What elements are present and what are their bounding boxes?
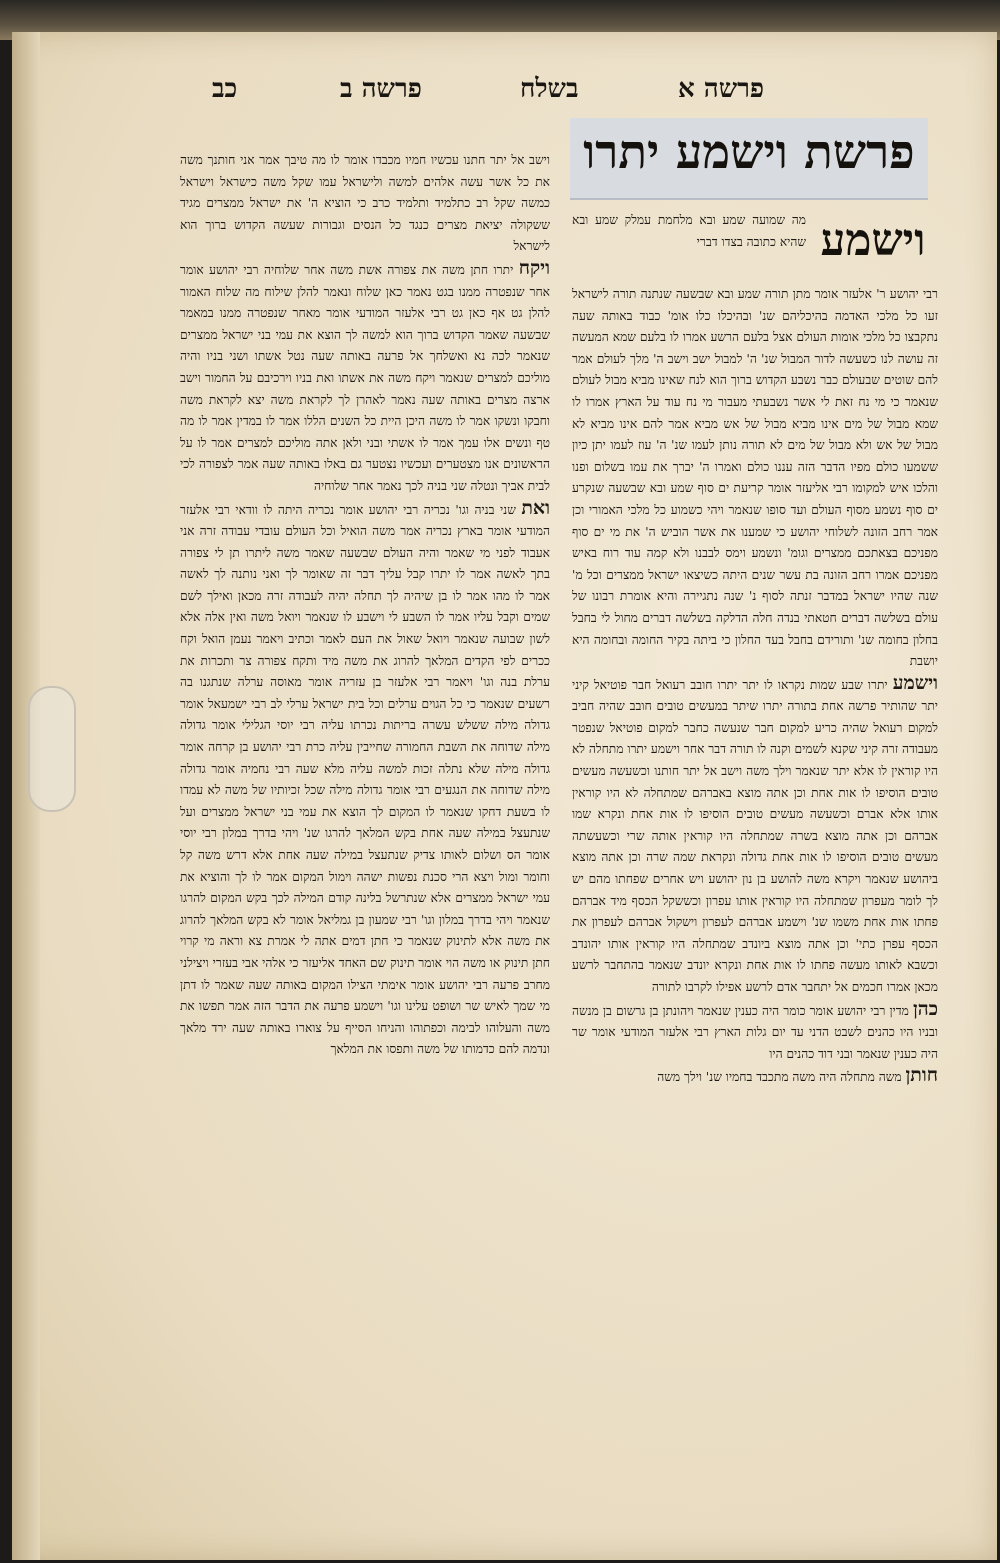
- section-text: יתרו חתן משה את צפורה אשת משה אחר שלוחיה רבי יהושע אומר אחר שנפטרה ממנו בגט נאמר כאן שלוח ונאמר להלן שילוח מה שלוח האמור להלן גט אף כאן גט רבי אלעזר המודעי אומר מאחר שנפטרה ממנו במאמר שבשעה שאמר הקדוש ברוך הוא למשה לך הוצא את עמי בני ישראל ממצרים שנאמר לכה נא ואשלחך אל פרעה באותה שעה נטל אשתו ושני בניו והיה מוליכם למצרים שנאמר ויקח משה את אשתו ואת בניו וירכיבם על החמור וישב ארצה מצרים באותה שעה נאמר לאהרן לך לקראת משה יצא לקראת משה וחבקו ונשקו אמר לו משה היכן היית כל השנים הללו אמר לו במדין אמר לו מה טף ונשים אלו עמך אמר לו אשתי ובני ולאן אתה מוליכם למצרים אמר לו על הראשונים אנו מצטערים ועכשיו נצטער גם באלו באותה שעה אמר לצפורה לכי לבית אביך ונטלה שני בניה לכך נאמר אחר שלוחיה: [180, 262, 550, 493]
- section-text: שני בניה וגו' נכריה רבי יהושע אומר נכריה היתה לו וודאי רבי אלעזר המודעי אומר בארץ נכריה אמר משה הואיל וכל העולם עובדי עבודה זרה אני אעבוד לפני מי שאמר והיה העולם שבשעה שאמר משה ליתרו תן לי צפורה בתך לאשה אמר לו יתרו קבל עליך דבר זה שאומר לך ואני נותנה לך לאשה אמר לו מהו אמר לו בן שיהיה לך תחלה יהיה לעבודה זרה מכאן ואילך לשם שמים וקבל עליו אמר לו השבע לי וישבע לו שנאמר ויואל משה ואין אלה אלא לשון שבועה שנאמר ויואל שאול את העם לאמר וכתיב ויאמר נעמן הואל וקח ככרים לפי הקדים המלאך להרוג את משה מיד ותקח צפורה צר ותכרות את ערלת בנה וגו' ויאמר רבי אלעזר בן עזריה אומר מאוסה ערלה שנתגנו בה רשעים שנאמר כי כל הגוים ערלים וכל בית ישראל ערלי לב רבי ישמעאל אומר גדולה מילה ששלש עשרה בריתות נכרתו עליה רבי יוסי הגלילי אומר גדולה מילה שדוחה את השבת החמורה שחייבין עליה כרת רבי יהושע בן קרחה אומר גדולה מילה שלא נתלה זכות למשה עליה מלא שעה רבי נחמיה אומר גדולה מילה שדוחה את הנגעים רבי אומר גדולה מילה שכל זכיותיו של משה לא עמדו לו בשעת דחקו שנאמר לו המקום לך הוצא את עמי בני ישראל ממצרים ועל שנתעצל במילה שעה אחת בקש המלאך להרגו שנ' ויהי בדרך במלון רבי יוסי אומר הס ושלום לאותו צדיק שנתעצל במילה שעה אחת אלא דרש משה קל וחומר ומול ויצא הרי סכנת נפשות ישהה וימול המקום אמר לו לך והוציא את עמי ישראל ממצרים אלא שנתרשל בלינה קודם המילה לכך בקש המקום להרגו שנאמר ויהי בדרך במלון וגו' רבי שמעון בן גמליאל אומר לא בקש המלאך להרוג את משה אלא לתינוק שנאמר כי חתן דמים אתה לי אמרת צא וראה מי קרוי חתן תינוק או משה הוי אומר תינוק שם האחד אליעזר כי אלהי אבי בעזרי ויצילני מחרב פרעה רבי יהושע אומר אימתי הצילו המקום באותה שעה שאמר לו דתן מי שמך לאיש שר ושופט עלינו וגו' וישמע פרעה את הדבר הזה אמר תפשו את משה והעלוהו לבימה וכפתוהו והניחו הסייף על צוארו באותה שעה ירד מלאך ונדמה להם כדמותו של משה ותפסו את המלאך: [180, 502, 550, 1057]
- folio-number: כב: [212, 74, 238, 104]
- section-headword: ואת: [521, 496, 550, 519]
- left-paragraph: וישב אל יתר חתנו עכשיו חמיו מכבדו אומר לו מה טיבך אמר אני חותנך משה את כל אשר עשה אלהים למשה ולישראל עמו שקל משה כישראל וישראל כמשה שקל רב כתלמיד ותלמיד כרב כי הוציא ה' את ישראל ממצרים מגיד ששקולה יציאת מצרים כנגד כל הנסים וגבורות שעשה הקדוש ברוך הוא לישראל: [180, 153, 550, 254]
- section-text: מדין רבי יהושע אומר כומר היה כענין שנאמר ויהונתן בן גרשום בן מנשה ובניו היו כהנים לשבט הדני עד יום גלות הארץ רבי אלעזר המודעי אומר שר היה כענין שנאמר ובני דוד כהנים היו: [572, 1003, 938, 1061]
- page-clip: [28, 686, 76, 812]
- running-head-left: פרשה ב: [340, 74, 422, 104]
- section-text: משה מתחלה היה משה מתכבד בחמיו שנ' וילך משה: [657, 1070, 902, 1085]
- right-column: [572, 284, 938, 1314]
- right-column-intro: [572, 210, 806, 280]
- running-head-right: פרשה א: [678, 74, 765, 104]
- left-column: [180, 150, 550, 1346]
- running-head-center: בשלח: [520, 74, 579, 104]
- intro-text: מה שמועה שמע ובא מלחמת עמלק שמע ובא שהיא כתובה בצדו דברי: [572, 213, 806, 249]
- section-headword: כהן: [912, 997, 938, 1020]
- opening-word: וישמע: [820, 215, 926, 266]
- parasha-title: פרשת וישמע יתרו: [570, 118, 928, 200]
- section-headword: וישמע: [892, 671, 938, 694]
- section-headword: ויקח: [518, 256, 550, 279]
- section-headword: חותן: [905, 1064, 938, 1087]
- right-paragraph: רבי יהושע ר' אלעזר אומר מתן תורה שמע ובא שבשעה שנתנה תורה לישראל זעו כל מלכי האדמה בהיכליהם שנ' ובהיכלו כלו אומ' כבוד באותה שעה נתקבצו כל מלכי אומות העולם אצל בלעם הרשע אמרו לו בלעם שמא המעשה זה עושה לנו כשעשה לדור המבול שנ' ה' למבול ישב וישב ה' מלך לעולם אמר להם שוטים שבעולם כבר נשבע הקדוש ברוך הוא לנח שאינו מביא מבול לעולם שנאמר כי מי נח זאת לי אשר נשבעתי מעבור מי נח עוד על הארץ אמרו לו שמא מבול של מים אינו מביא מבול של אש מביא אמר להם אינו מביא לא מבול של אש ולא מבול של מים לא תורה נותן לעמו שנ' ה' עוז לעמו יתן כיון ששמעו כולם מפיו הדבר הזה עננו כולם ואמרו ה' יברך את עמו בשלום ופנו והלכו איש למקומו רבי אליעזר אומר קריעת ים סוף שמע ובא שבשעה שנקרע ים סוף נשמע מסוף העולם ועד סופו שנאמר ויהי כשמוע כל מלכי האמורי וכן אמר רחב הזונה לשלוחי יהושע כי שמענו את אשר הוביש ה' את מי ים סוף מפניכם בצאתכם ממצרים וגומ' ונשמע וימס לבבנו ולא קמה עוד רוח באיש מפניכם אמרו רחב הזונה בת עשר שנים היתה כשיצאו ישראל ממצרים וכל מ' שנה שהיו ישראל במדבר זנתה לסוף נ' שנה נתגיירה והיא אומרת רבונו של עולם בשלשה דברים חטאתי בנדה חלה הדלקה בשלשה דברים מחול לי בחבל בחלון בחומה שנ' ותורידם בחבל בעד החלון כי ביתה בקיר החומה ובחומה היא יושבת: [572, 287, 938, 669]
- section-text: יתרו שבע שמות נקראו לו יתר יתרו חובב רעואל חבר פוטיאל קיני יתר שהותיר פרשה אחת בתורה יתרו שיתר במעשים טובים חובב שהיה חביב למקום רעואל שהיה כריע למקום חבר שנעשה כחבר למקום פוטיאל שנפטר מעבודה זרה קיני שקנא לשמים וקנה לו תורה דבר אחר וישמע יתרו מתחלה לא היו קוראין לו אלא יתר שנאמר וילך משה וישב אל יתר חותנו וכשעשה מעשים טובים הוסיפו לו אות אחת וכן אתה מוצא באברהם שמתחלה לא היו קוראין אותו אלא אברם וכשעשה מעשים טובים הוסיפו לו אות אחת ונקרא שמו אברהם וכן אתה מוצא בשרה שמתחלה היו קוראין אותה שרי וכשעשתה מעשים טובים הוסיפו לו אות אחת גדולה ונקראת שמה שרה וכן אתה מוצא ביהושע שנאמר ויקרא משה להושע בן נון יהושע ויש אחרים שפחתו מהם יש לך לומר מעפרון שמתחלה היו קוראין אותו עפרון וכששקל הכסף מיד אברהם פחתו אות אחת משמו שנ' וישמע אברהם לעפרון וישקול אברהם לעפרון את הכסף עפרן כתי' וכן אתה מוצא ביונדב שמתחלה היו קוראין אותו יהונדב וכשבא לאותו מעשה פחתו לו אות אחת ונקרא יונדב שנאמר בהתחבר לרשע מכאן אמרו חכמים אל יתחבר אדם לרשע אפילו לקרבו לתורה: [572, 677, 938, 994]
